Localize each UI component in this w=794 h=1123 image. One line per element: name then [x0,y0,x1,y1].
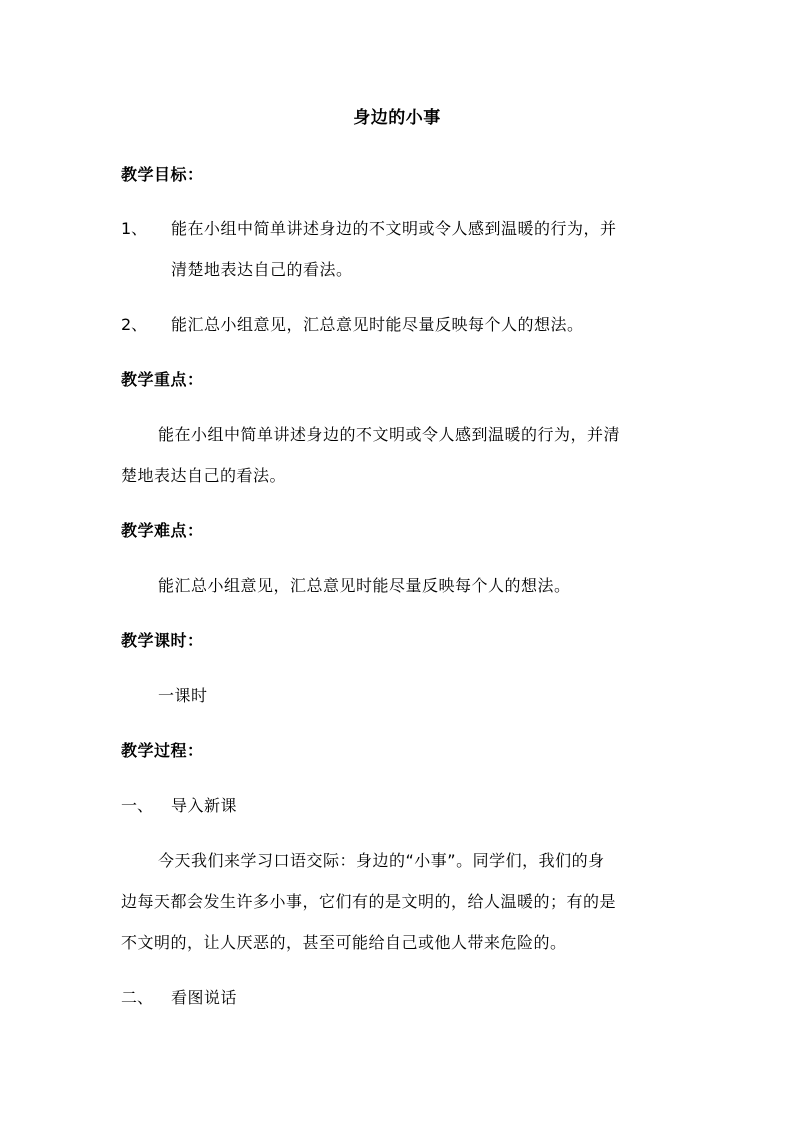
section-2-title: 看图说话 [171,988,238,1007]
section-2-marker: 二、 [121,988,154,1007]
section-1-title: 导入新课 [171,796,238,815]
section-1-paragraph-line-3: 不文明的，让人厌恶的，甚至可能给自己或他人带来危险的。 [121,933,567,952]
key-points-heading: 教学重点： [121,370,204,389]
key-points-line-1: 能在小组中简单讲述身边的不文明或令人感到温暖的行为，并清 [158,425,621,444]
document-title: 身边的小事 [353,108,441,128]
process-heading: 教学过程： [121,741,204,760]
section-1-paragraph-line-2: 边每天都会发生许多小事，它们有的是文明的，给人温暖的；有的是 [121,892,617,911]
goal-1-line-1: 能在小组中简单讲述身边的不文明或令人感到温暖的行为，并 [171,219,617,238]
goal-1-line-2: 清楚地表达自己的看法。 [171,260,353,279]
class-hours-text: 一课时 [158,686,208,705]
goal-1-marker: 1、 [121,219,148,238]
difficulties-heading: 教学难点： [121,521,204,540]
goal-2-line-1: 能汇总小组意见，汇总意见时能尽量反映每个人的想法。 [171,315,584,334]
difficulties-text: 能汇总小组意见，汇总意见时能尽量反映每个人的想法。 [158,576,571,595]
section-1-marker: 一、 [121,796,154,815]
key-points-line-2: 楚地表达自己的看法。 [121,466,287,485]
section-1-paragraph-line-1: 今天我们来学习口语交际：身边的“小事”。同学们，我们的身 [158,851,605,870]
goal-2-marker: 2、 [121,315,148,334]
class-hours-heading: 教学课时： [121,631,204,650]
goals-heading: 教学目标： [121,165,204,184]
